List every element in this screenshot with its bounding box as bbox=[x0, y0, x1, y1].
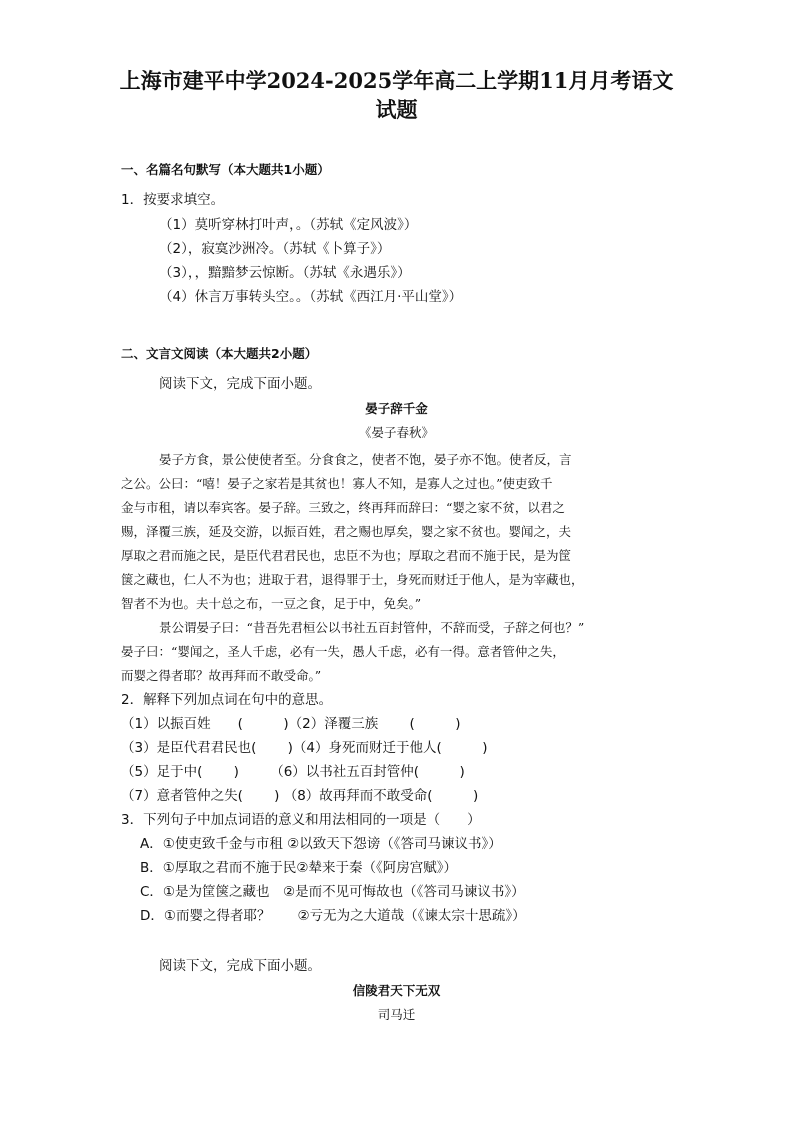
q3-option-b: B．①厚取之君而不施于民②辇来于秦（《阿房宫赋》） bbox=[140, 860, 457, 876]
passage-line: 晏子曰：“婴闻之，圣人千虑，必有一失，愚人千虑，必有一得。意者管仲之失， bbox=[121, 644, 565, 659]
passage-line: 而婴之得者耶？故再拜而不敢受命。” bbox=[121, 668, 322, 683]
q2-row-3: （5）足于中( ) （6）以书社五百封管仲( ) bbox=[121, 764, 465, 780]
question-2: 2．解释下列加点词在句中的意思。 bbox=[121, 692, 333, 708]
passage-line: 箧之藏也，仁人不为也；进取于君，退得罪于士，身死而财迁于他人，是为宰藏也， bbox=[121, 572, 584, 587]
passage-title: 晏子辞千金 bbox=[365, 401, 428, 416]
passage-line: 智者不为也。夫十总之布，一豆之食，足于中，免矣。” bbox=[121, 596, 422, 611]
q1-item-2: （2），寂寞沙洲冷。（苏轼《卜算子》） bbox=[159, 241, 391, 257]
section-2-heading: 二、文言文阅读（本大题共2小题） bbox=[121, 346, 318, 361]
passage-2-author: 司马迁 bbox=[377, 1007, 416, 1022]
q2-row-1: （1）以振百姓 ( )（2）泽覆三族 ( ) bbox=[121, 716, 461, 732]
q1-item-4: （4）休言万事转头空。。（苏轼《西江月·平山堂》） bbox=[159, 289, 463, 305]
section-1-heading: 一、名篇名句默写（本大题共1小题） bbox=[121, 162, 330, 177]
passage-source: 《晏子春秋》 bbox=[358, 425, 434, 440]
title-line-1: 上海市建平中学2024-2025学年高二上学期11月月考语文 bbox=[119, 68, 674, 93]
reading-intro: 阅读下文，完成下面小题。 bbox=[159, 376, 321, 392]
question-3: 3．下列句子中加点词语的意义和用法相同的一项是（ ） bbox=[121, 812, 481, 828]
passage-line: 金与市租，请以奉宾客。晏子辞。三致之，终再拜而辞曰：“婴之家不贫，以君之 bbox=[121, 500, 565, 515]
q1-item-1: （1）莫听穿林打叶声，。（苏轼《定风波》） bbox=[159, 217, 418, 233]
reading-intro-2: 阅读下文，完成下面小题。 bbox=[159, 958, 321, 974]
title-line-2: 试题 bbox=[375, 97, 418, 122]
passage-line: 景公谓晏子曰：“昔吾先君桓公以书社五百封管仲，不辞而受，子辞之何也？” bbox=[159, 620, 585, 635]
page-title bbox=[80, 66, 713, 124]
passage-line: 晏子方食，景公使使者至。分食食之，使者不饱，晏子亦不饱。使者反，言 bbox=[159, 452, 572, 467]
q3-option-c: C．①是为筐箧之藏也 ②是而不见可悔故也（《答司马谏议书》） bbox=[140, 884, 525, 900]
q2-row-2: （3）是臣代君君民也( )（4）身死而财迁于他人( ) bbox=[121, 740, 488, 756]
q2-row-4: （7）意者管仲之失( ) （8）故再拜而不敢受命( ) bbox=[121, 788, 479, 804]
q1-item-3: （3），，黯黯梦云惊断。（苏轼《永遇乐》） bbox=[159, 265, 411, 281]
passage-line: 之公。公曰：“嘻！晏子之家若是其贫也！寡人不知，是寡人之过也。”使吏致千 bbox=[121, 476, 553, 491]
q3-option-d: D．①而婴之得者耶？ ②亏无为之大道哉（《谏太宗十思疏》） bbox=[140, 908, 526, 924]
passage-line: 赐，泽覆三族，延及交游，以振百姓，君之赐也厚矣，婴之家不贫也。婴闻之，夫 bbox=[121, 524, 572, 539]
passage-2-title: 信陵君天下无双 bbox=[352, 983, 441, 998]
passage-line: 厚取之君而施之民，是臣代君君民也，忠臣不为也；厚取之君而不施于民，是为筐 bbox=[121, 548, 572, 563]
q3-option-a: A．①使吏致千金与市租 ②以致天下怨谤（《答司马谏议书》） bbox=[140, 836, 502, 852]
question-1: 1．按要求填空。 bbox=[121, 192, 225, 208]
